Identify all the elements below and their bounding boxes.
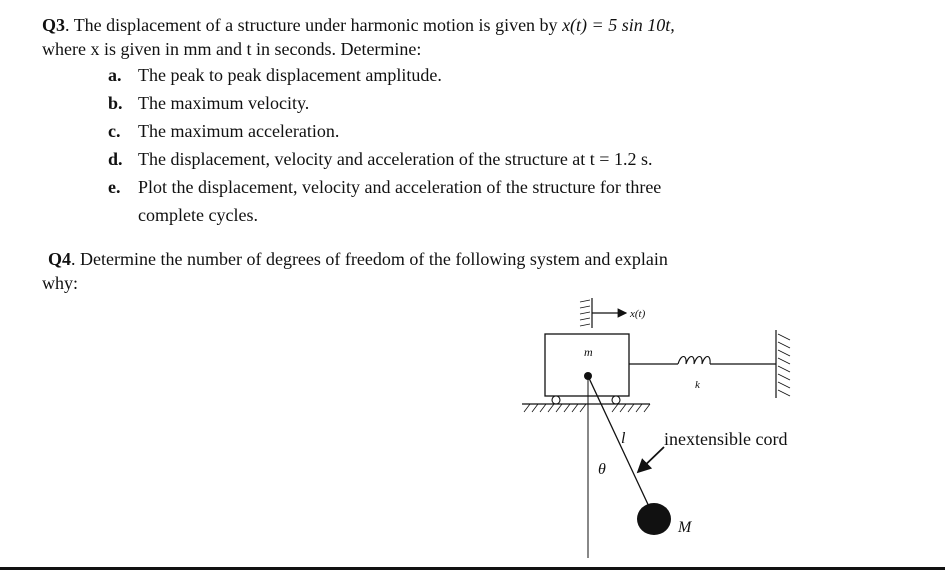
cord-label: inextensible cord [664, 429, 788, 449]
q4-text-2: why: [42, 273, 78, 293]
q3-number: Q3 [42, 15, 66, 35]
length-label: l [621, 430, 626, 447]
item-label: a. [108, 65, 122, 85]
q4-text: . Determine the number of degrees of freedom of the following system and explain [71, 249, 668, 269]
pendulum-bob [637, 503, 671, 535]
spring [629, 357, 776, 365]
item-label: e. [108, 177, 121, 197]
spring-label: k [695, 379, 700, 391]
bottom-rule [0, 567, 945, 570]
x-reference-marker [580, 298, 592, 328]
mass-label: m [584, 345, 593, 359]
ground-surface [522, 404, 650, 412]
bob-label: M [678, 519, 692, 536]
item-label: b. [108, 93, 123, 113]
item-label: c. [108, 121, 121, 141]
wheel-left [552, 396, 560, 404]
cart-mass [545, 334, 629, 396]
q4-number: Q4 [48, 249, 72, 269]
item-text: The peak to peak displacement amplitude. [138, 65, 442, 85]
angle-label: θ [598, 461, 606, 478]
item-text: Plot the displacement, velocity and acceleration of the structure for three [138, 177, 662, 197]
cord-pointer-arrow [638, 447, 664, 472]
item-text: The maximum velocity. [138, 93, 310, 113]
item-text: The displacement, velocity and acceleration of the structure at t = 1.2 s. [138, 149, 653, 169]
q3-equation: x(t) = 5 sin 10t, [562, 15, 675, 35]
right-wall [776, 330, 790, 398]
q3-intro-line-2: where x is given in mm and t in seconds. Determine: [42, 39, 422, 59]
item-label: d. [108, 149, 123, 169]
item-text: complete cycles. [138, 205, 258, 225]
q3-intro-text: . The displacement of a structure under harmonic motion is given by [65, 15, 563, 35]
item-text: The maximum acceleration. [138, 121, 340, 141]
wheel-right [612, 396, 620, 404]
x-label: x(t) [630, 308, 646, 320]
